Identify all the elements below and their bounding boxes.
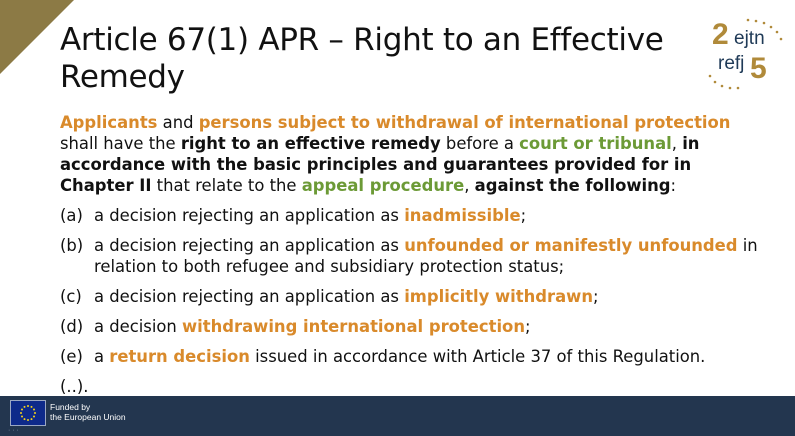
list-item bbox=[60, 205, 760, 226]
term-basic-principles: in accordance with the basic principles and guarantees provided for in Chapter II bbox=[60, 134, 700, 195]
funded-line-1: Funded by bbox=[50, 402, 91, 412]
funded-by-eu-text bbox=[50, 402, 126, 422]
title-line-1: Article 67(1) APR – Right to an Effective bbox=[60, 22, 664, 58]
list-item-highlight: unfounded or manifestly unfounded bbox=[404, 236, 738, 255]
intro-text-5: that relate to the bbox=[151, 176, 302, 195]
list-item-label: (c) bbox=[60, 287, 82, 306]
list-item-pre: a bbox=[94, 347, 110, 366]
list-item-highlight: inadmissible bbox=[404, 206, 521, 225]
list-item-text bbox=[94, 346, 760, 367]
slide-title bbox=[60, 22, 730, 96]
intro-text-2: shall have the bbox=[60, 134, 181, 153]
list-item-post: ; bbox=[525, 317, 531, 336]
list-item-pre: a decision rejecting an application as bbox=[94, 206, 405, 225]
intro-paragraph bbox=[60, 112, 760, 196]
list-item-post: ; bbox=[592, 287, 599, 306]
intro-text-4: , bbox=[671, 134, 683, 153]
funded-line-2: the European Union bbox=[50, 412, 126, 422]
intro-text-7: : bbox=[670, 176, 677, 195]
term-applicants: Applicants bbox=[60, 113, 158, 132]
logo-ejtn: ejtn bbox=[734, 28, 765, 49]
list-item-pre: a decision rejecting an application as bbox=[94, 236, 405, 255]
intro-text-6: , bbox=[464, 176, 475, 195]
intro-text-1: and bbox=[157, 113, 199, 132]
footer-small-text: · · · bbox=[8, 427, 19, 434]
list-item-label: (a) bbox=[60, 206, 83, 225]
term-persons-withdrawal: persons subject to withdrawal of international protection bbox=[198, 113, 731, 132]
list-item bbox=[60, 235, 760, 277]
list-item-text bbox=[94, 286, 760, 307]
title-line-2: Remedy bbox=[60, 59, 185, 95]
list-item-post: in relation to both refugee and subsidiary protection status; bbox=[94, 236, 758, 276]
term-against-following: against the following bbox=[474, 176, 671, 195]
list-item-text bbox=[94, 316, 760, 337]
list-item-highlight: withdrawing international protection bbox=[182, 317, 525, 336]
term-right-effective-remedy: right to an effective remedy bbox=[180, 134, 441, 153]
list-item bbox=[60, 316, 760, 337]
list-item bbox=[60, 346, 760, 367]
ejtn-refj-25-logo bbox=[704, 18, 784, 90]
list-item-label: (d) bbox=[60, 317, 84, 336]
list-item-text bbox=[94, 205, 760, 226]
logo-refj: refj bbox=[718, 53, 745, 74]
eu-flag-icon bbox=[10, 400, 46, 426]
list-item-post: ; bbox=[520, 206, 527, 225]
footer-bar bbox=[0, 396, 795, 436]
term-appeal-procedure: appeal procedure bbox=[301, 176, 465, 195]
term-court-tribunal: court or tribunal bbox=[519, 134, 672, 153]
list-item-label: (b) bbox=[60, 236, 84, 255]
list-item-post: issued in accordance with Article 37 of this Regulation. bbox=[249, 347, 706, 366]
list-item bbox=[60, 286, 760, 307]
ellipsis-line bbox=[60, 376, 760, 397]
eu-stars-icon bbox=[11, 401, 45, 425]
logo-digit-5: 5 bbox=[750, 52, 767, 85]
logo-digit-2: 2 bbox=[712, 18, 729, 51]
article-text bbox=[60, 112, 760, 406]
list-item-pre: a decision rejecting an application as bbox=[94, 287, 405, 306]
ellipsis: (..). bbox=[60, 377, 89, 396]
list-item-highlight: implicitly withdrawn bbox=[404, 287, 593, 306]
list-item-pre: a decision bbox=[94, 317, 183, 336]
list-item-highlight: return decision bbox=[109, 347, 250, 366]
intro-text-3: before a bbox=[440, 134, 520, 153]
list-item-text bbox=[94, 235, 760, 277]
list-item-label: (e) bbox=[60, 347, 83, 366]
